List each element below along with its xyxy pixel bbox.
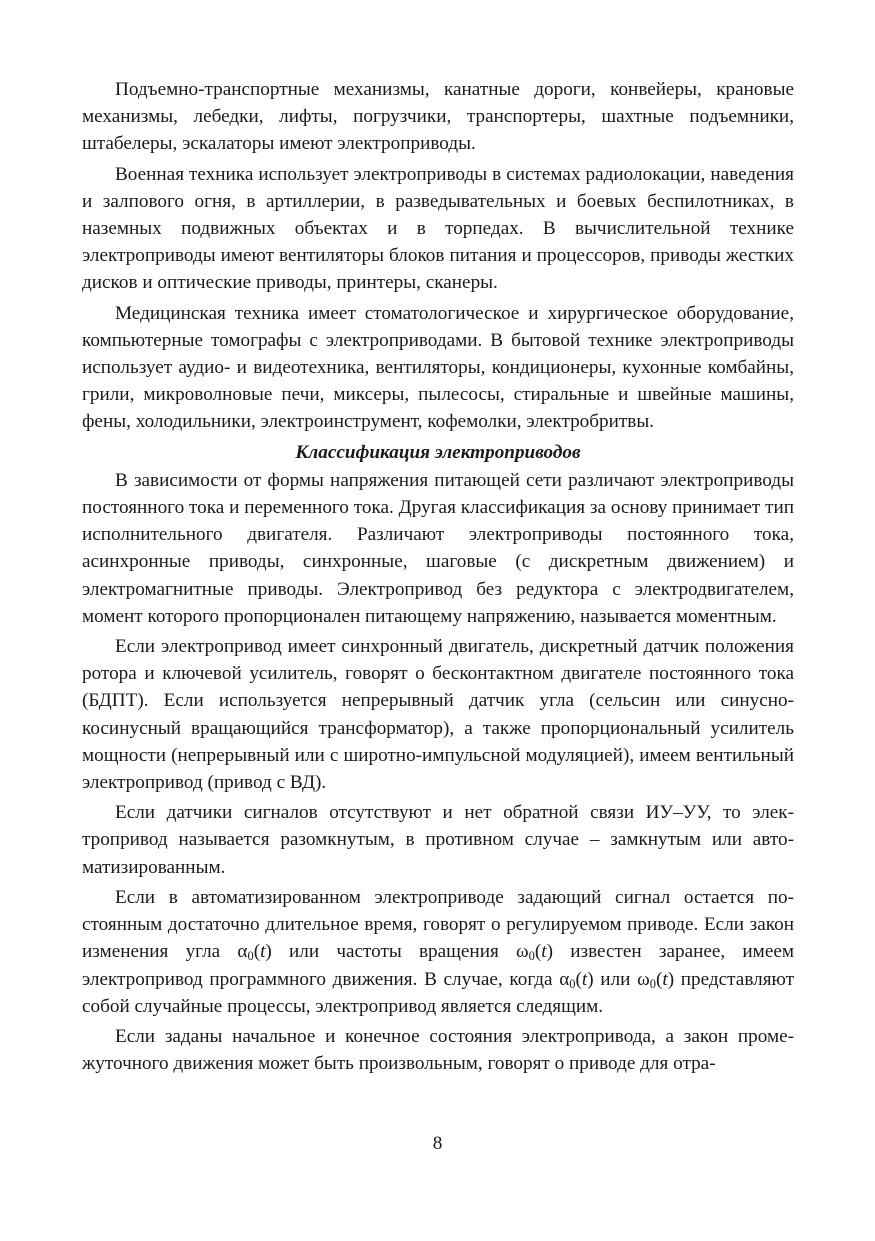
formula-alpha0-t: $\alpha_0(t)$ <box>559 968 594 991</box>
paragraph-final-state: Если заданы начальное и конечное состояния электропривода, а закон промежуточного движения может быть произвольным, говорят о приводе для отра- <box>82 1025 794 1075</box>
text-run: представляют собой случайные процессы, электропривод является следящим. <box>82 968 794 1017</box>
paragraph-bdpt: Если электропривод имеет синхронный двигатель, дискретный датчик положения ротора и ключевой усилитель, говорят о бесконтактном двигателе постоянного тока (БДПТ). Если используется непрерывный датчик угла (сельсин или синусно-косинусный вращающийся трансформатор), а также пропорциональный усилитель мощности (непрерывный или с широтно-импульсной модуляцией), имеем вентильный электропривод (привод с ВД). <box>82 636 794 794</box>
text-run: Если в автоматизированном электроприводе задающий сигнал остается постоянным достаточно длительное время, говорят о регулируемом приводе. Если закон изменения угла <box>82 886 794 963</box>
page-body <box>82 76 794 1080</box>
formula-omega0-t: $\omega_0(t)$ <box>637 968 675 991</box>
section-heading: Классификация электроприводов <box>295 441 581 463</box>
paragraph-classification: В зависимости от формы напряжения питающей сети различают электроприводы постоянного тока и переменного тока. Другая классификация за основу принимает тип исполнительного двигателя. Различают электроприводы постоянного тока, асинхронные приводы, синхронные, шаговые (с дискретным движением) и электромагнитные приводы. Электропривод без редуктора с электродвигателем, момент которого пропорционален питающему напряжению, называется моментным. <box>82 469 794 627</box>
paragraph-open-closed: Если датчики сигналов отсутствуют и нет обратной связи ИУ–УУ, то электропривод называется разомкнутым, в противном случае – замкнутым или автоматизированным. <box>82 802 794 878</box>
paragraph-medical-household: Медицинская техника имеет стоматологическое и хирургическое оборудование, компьютерные томографы с электроприводами. В бытовой технике электроприводы использует аудио- и видеотехника, вентиляторы, кондиционеры, кухонные комбайны, грили, микроволновые печи, миксеры, пылесосы, стиральные и швейные машины, фены, холодильники, электроинструмент, кофемолки, электробритвы. <box>82 302 794 433</box>
text-run: или частоты вращения <box>271 941 516 963</box>
page-number: 8 <box>432 1133 443 1154</box>
formula-alpha0-t: $\alpha_0(t)$ <box>237 941 272 964</box>
text-run: известен заранее, имеем электропривод программного движения. В случае, когда <box>82 941 794 990</box>
paragraph-regulated-drive <box>82 884 794 1020</box>
text-run: или <box>593 968 638 990</box>
formula-omega0-t: $\omega_0(t)$ <box>516 941 554 964</box>
paragraph-military-computing: Военная техника использует электроприводы в системах радиолокации, наведения и залпового огня, в артиллерии, в разведывательных и боевых беспилотниках, в наземных подвижных объектах и в торпедах. В вычислительной технике электроприводы имеют вентиляторы блоков питания и процессоров, приводы жестких дисков и оптические приводы, принтеры, сканеры. <box>82 163 794 294</box>
paragraph-lifting-mechanisms: Подъемно-транспортные механизмы, канатные дороги, конвейеры, крановые механизмы, лебедки, лифты, погрузчики, транспортеры, шахтные подъемники, штабелеры, эскалаторы имеют электроприводы. <box>82 79 794 155</box>
